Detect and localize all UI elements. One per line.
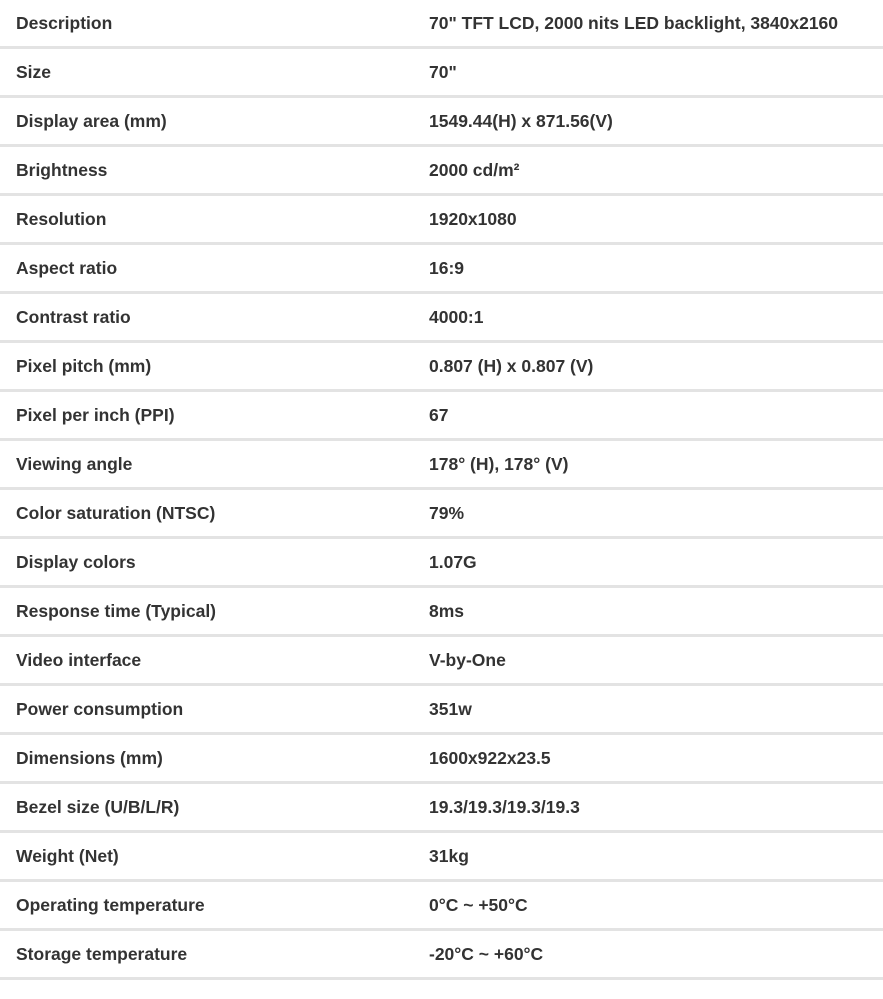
spec-value: 1920x1080 bbox=[413, 195, 883, 244]
spec-row-display-area bbox=[0, 97, 883, 146]
spec-label: Color saturation (NTSC) bbox=[0, 489, 413, 538]
spec-row-pixel-per-inch bbox=[0, 391, 883, 440]
spec-value: 2000 cd/m² bbox=[413, 146, 883, 195]
spec-row-pixel-pitch bbox=[0, 342, 883, 391]
spec-value: -20°C ~ +60°C bbox=[413, 930, 883, 979]
spec-label: Power consumption bbox=[0, 685, 413, 734]
spec-value: 1549.44(H) x 871.56(V) bbox=[413, 97, 883, 146]
spec-value: 0.807 (H) x 0.807 (V) bbox=[413, 342, 883, 391]
spec-row-bezel-size bbox=[0, 783, 883, 832]
spec-value: 8ms bbox=[413, 587, 883, 636]
spec-value: V-by-One bbox=[413, 636, 883, 685]
spec-row-weight bbox=[0, 832, 883, 881]
spec-label: Response time (Typical) bbox=[0, 587, 413, 636]
spec-label: Contrast ratio bbox=[0, 293, 413, 342]
spec-value: 178° (H), 178° (V) bbox=[413, 440, 883, 489]
spec-label: Display colors bbox=[0, 538, 413, 587]
spec-value: 19.3/19.3/19.3/19.3 bbox=[413, 783, 883, 832]
spec-value: 67 bbox=[413, 391, 883, 440]
spec-label: Resolution bbox=[0, 195, 413, 244]
spec-row-color-saturation bbox=[0, 489, 883, 538]
spec-row-power-consumption bbox=[0, 685, 883, 734]
spec-value: 79% bbox=[413, 489, 883, 538]
spec-value: 70" bbox=[413, 48, 883, 97]
spec-row-contrast-ratio bbox=[0, 293, 883, 342]
spec-row-aspect-ratio bbox=[0, 244, 883, 293]
spec-label: Viewing angle bbox=[0, 440, 413, 489]
spec-value: 31kg bbox=[413, 832, 883, 881]
spec-row-display-colors bbox=[0, 538, 883, 587]
spec-label: Bezel size (U/B/L/R) bbox=[0, 783, 413, 832]
spec-row-brightness bbox=[0, 146, 883, 195]
spec-label: Pixel pitch (mm) bbox=[0, 342, 413, 391]
spec-label: Pixel per inch (PPI) bbox=[0, 391, 413, 440]
spec-label: Video interface bbox=[0, 636, 413, 685]
spec-row-dimensions bbox=[0, 734, 883, 783]
spec-label: Brightness bbox=[0, 146, 413, 195]
spec-row-storage-temperature bbox=[0, 930, 883, 979]
spec-row-resolution bbox=[0, 195, 883, 244]
spec-row-viewing-angle bbox=[0, 440, 883, 489]
spec-value: 1600x922x23.5 bbox=[413, 734, 883, 783]
spec-row-size bbox=[0, 48, 883, 97]
spec-value: 0°C ~ +50°C bbox=[413, 881, 883, 930]
spec-row-video-interface bbox=[0, 636, 883, 685]
spec-value: 70" TFT LCD, 2000 nits LED backlight, 3840x2160 bbox=[413, 0, 883, 48]
spec-row-operating-temperature bbox=[0, 881, 883, 930]
spec-label: Size bbox=[0, 48, 413, 97]
spec-label: Display area (mm) bbox=[0, 97, 413, 146]
spec-row-response-time bbox=[0, 587, 883, 636]
spec-value: 16:9 bbox=[413, 244, 883, 293]
spec-row-description bbox=[0, 0, 883, 48]
spec-label: Storage temperature bbox=[0, 930, 413, 979]
spec-value: 4000:1 bbox=[413, 293, 883, 342]
spec-label: Aspect ratio bbox=[0, 244, 413, 293]
spec-label: Dimensions (mm) bbox=[0, 734, 413, 783]
spec-value: 1.07G bbox=[413, 538, 883, 587]
spec-label: Weight (Net) bbox=[0, 832, 413, 881]
spec-label: Description bbox=[0, 0, 413, 48]
spec-value: 351w bbox=[413, 685, 883, 734]
spec-label: Operating temperature bbox=[0, 881, 413, 930]
